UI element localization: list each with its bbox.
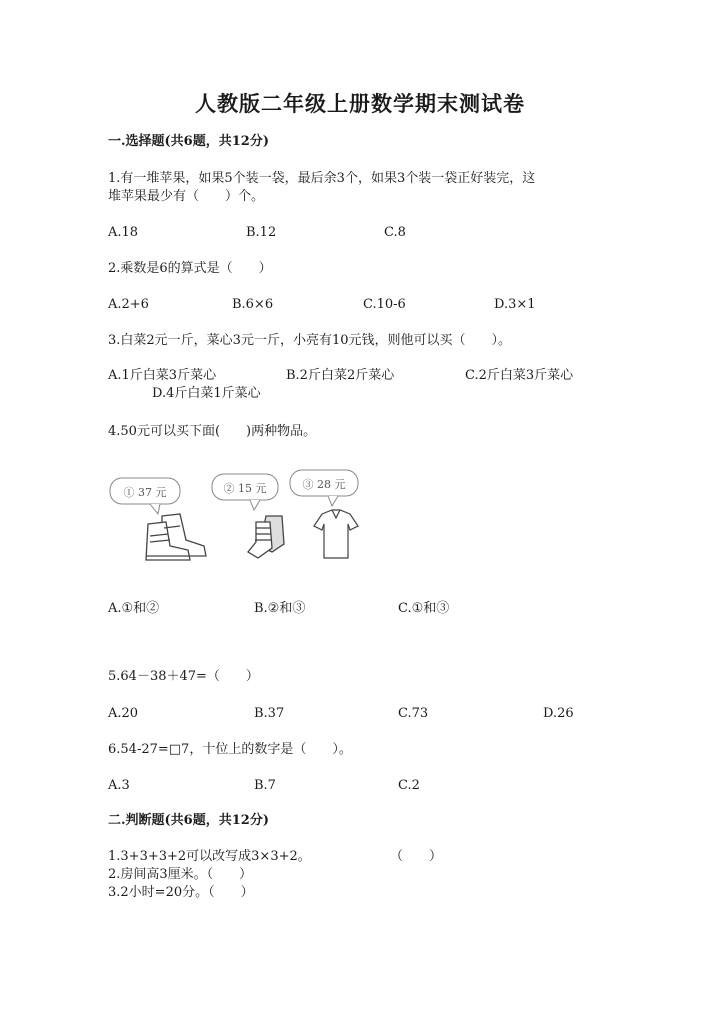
q1-option-b: B.12 [246,225,277,240]
price-label-1: ① 37 元 [123,486,167,499]
question-1-line-1: 1.有一堆苹果，如果5个装一袋，最后余3个，如果3个装一袋正好装完，这 [108,171,536,186]
q5-option-a: A.20 [108,706,139,721]
q5-option-c: C.73 [398,706,429,721]
socks-icon [248,516,284,558]
q3-option-d: D.4斤白菜1斤菜心 [152,386,261,401]
question-1-line-2: 堆苹果最少有（ ）个。 [108,189,265,204]
page-title: 人教版二年级上册数学期末测试卷 [195,91,525,116]
judge-item-2: 2.房间高3厘米。（ ） [108,867,253,882]
price-label-3: ③ 28 元 [302,478,346,491]
q1-option-c: C.8 [384,225,406,240]
q5-option-d: D.26 [543,706,574,721]
q2-option-a: A.2+6 [108,297,149,312]
question-4: 4.50元可以买下面( )两种物品。 [108,424,317,439]
boots-icon [146,514,206,560]
question-6: 6.54-27=□7，十位上的数字是（ ）。 [108,742,352,757]
q4-option-b: B.②和③ [254,601,306,616]
section-heading-judge: 二.判断题(共6题，共12分) [108,813,269,828]
q6-option-a: A.3 [108,778,130,793]
question-5: 5.64－38＋47=（ ） [108,669,259,684]
q3-option-a: A.1斤白菜3斤菜心 [108,368,217,383]
q4-option-c: C.①和③ [398,601,450,616]
q2-option-c: C.10-6 [363,297,406,312]
q1-option-a: A.18 [108,225,139,240]
judge-item-3: 3.2小时=20分。（ ） [108,885,254,900]
price-bubble-1 [110,478,180,514]
q6-option-c: C.2 [398,778,420,793]
shirt-icon [314,510,358,558]
q3-option-c: C.2斤白菜3斤菜心 [465,368,574,383]
q2-option-b: B.6×6 [232,297,274,312]
section-heading-choice: 一.选择题(共6题，共12分) [108,134,269,149]
judge-item-1: 1.3+3+3+2可以改写成3×3+2。 [108,849,311,864]
price-label-2: ② 15 元 [223,482,267,495]
question-2: 2.乘数是6的算式是（ ） [108,261,272,276]
q4-option-a: A.①和② [108,601,160,616]
q6-option-b: B.7 [254,778,276,793]
question-3: 3.白菜2元一斤，菜心3元一斤，小亮有10元钱，则他可以买（ ）。 [108,333,511,348]
judge-item-1-blank: （ ） [390,849,443,864]
q5-option-b: B.37 [254,706,285,721]
price-illustration [100,466,380,570]
price-bubble-2 [212,474,278,510]
q3-option-b: B.2斤白菜2斤菜心 [286,368,395,383]
price-bubble-3 [290,470,358,506]
q2-option-d: D.3×1 [494,297,536,312]
